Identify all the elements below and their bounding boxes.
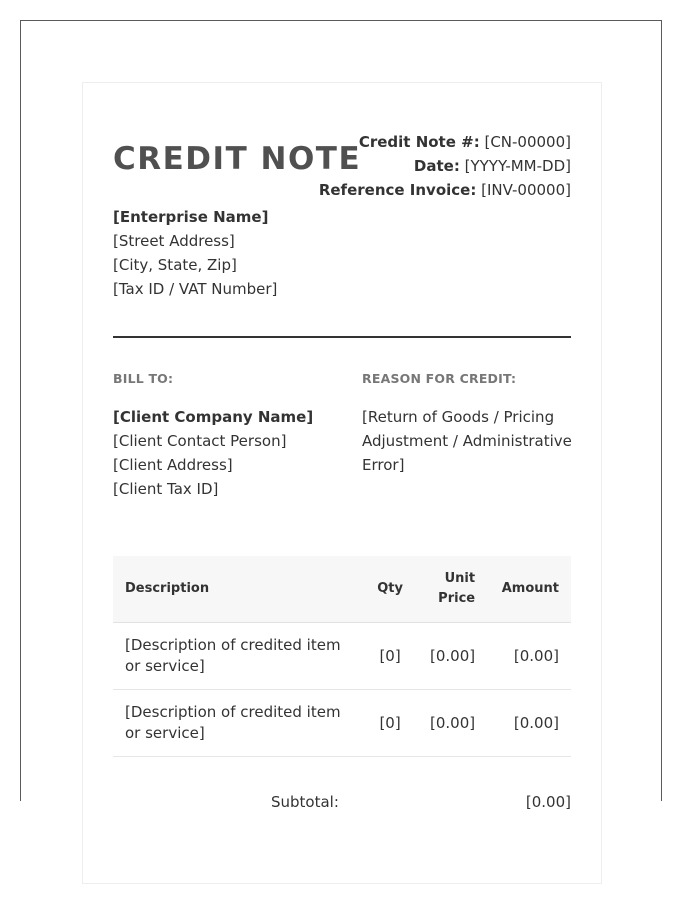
item-amount: [0.00] xyxy=(487,690,571,757)
client-address: [Client Address] xyxy=(113,456,233,474)
client-contact: [Client Contact Person] xyxy=(113,432,287,450)
meta-label: Credit Note #: xyxy=(358,133,480,151)
tax-id: [Tax ID / VAT Number] xyxy=(113,280,278,298)
credit-note-number xyxy=(319,130,571,154)
table-row xyxy=(113,623,571,690)
document-title: CREDIT NOTE xyxy=(113,141,362,177)
header-divider xyxy=(113,336,571,338)
credit-note-page xyxy=(82,82,602,884)
subtotal-value: [0.00] xyxy=(525,793,571,811)
bill-to-label: BILL TO: xyxy=(113,371,174,386)
item-description: [Description of credited item or service] xyxy=(113,623,365,690)
column-header-unit-price: Unit Price xyxy=(416,556,488,623)
street-address: [Street Address] xyxy=(113,232,235,250)
meta-label: Date: xyxy=(413,157,460,175)
item-amount: [0.00] xyxy=(487,623,571,690)
item-qty: [0] xyxy=(365,623,416,690)
column-header-description: Description xyxy=(113,556,365,623)
column-header-qty: Qty xyxy=(365,556,416,623)
credit-note-date xyxy=(319,154,571,178)
meta-value: [INV-00000] xyxy=(481,181,571,199)
subtotal-label: Subtotal: xyxy=(271,793,339,811)
meta-value: [YYYY-MM-DD] xyxy=(464,157,571,175)
table-row xyxy=(113,690,571,757)
table-header-row xyxy=(113,556,571,623)
item-unit-price: [0.00] xyxy=(416,690,488,757)
item-unit-price: [0.00] xyxy=(416,623,488,690)
line-items-table xyxy=(113,556,571,757)
reason-text: [Return of Goods / Pricing Adjustment / Administrative Error] xyxy=(362,408,572,474)
bill-to-block xyxy=(113,405,313,501)
document-viewport[interactable] xyxy=(20,20,662,811)
enterprise-name: [Enterprise Name] xyxy=(113,208,269,226)
reason-label: REASON FOR CREDIT: xyxy=(362,371,517,386)
meta-label: Reference Invoice: xyxy=(318,181,477,199)
sender-block xyxy=(113,205,277,301)
city-state-zip: [City, State, Zip] xyxy=(113,256,237,274)
client-company-name: [Client Company Name] xyxy=(113,408,314,426)
item-description: [Description of credited item or service] xyxy=(113,690,365,757)
meta-value: [CN-00000] xyxy=(484,133,571,151)
reference-invoice xyxy=(319,178,571,202)
column-header-amount: Amount xyxy=(487,556,571,623)
client-tax-id: [Client Tax ID] xyxy=(113,480,219,498)
item-qty: [0] xyxy=(365,690,416,757)
document-meta xyxy=(319,130,571,202)
